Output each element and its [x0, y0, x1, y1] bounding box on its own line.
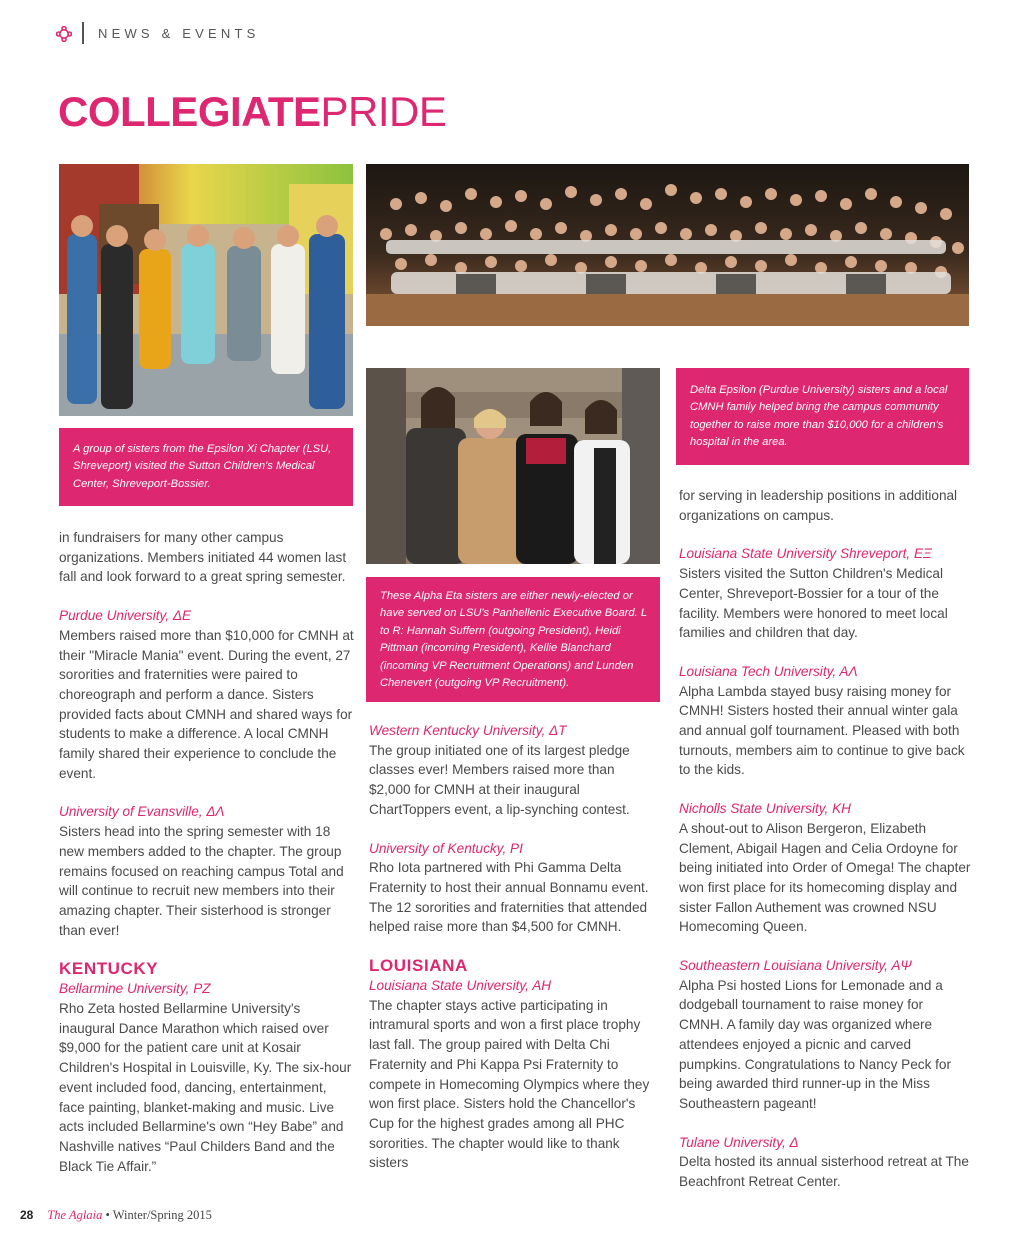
caption-right-text: Delta Epsilon (Purdue University) sisters and a local CMNH family helped bring the campus community together to raise more than $10,000 for a children's hospital in the area.	[690, 384, 948, 449]
bellarmine-body: Rho Zeta hosted Bellarmine University's inaugural Dance Marathon which raised over $9,000 for the patient care unit at Kosair Children's Hospital in Louisville, Ky. The six-hour event included food, dancing, entertainment, face painting, blanket-making and music. Live acts included Bellarmine's own “Hey Babe” and Nashville natives “Paul Childers Band and the Black Tie Affair.”	[59, 1001, 352, 1174]
flower-logo-icon	[56, 26, 72, 42]
header-divider	[82, 22, 84, 44]
caption-right	[676, 368, 969, 465]
lsus-body: Sisters visited the Sutton Children's Medical Center, Shreveport-Bossier for a tour of the facility. Members were honored to meet local families and children that day.	[679, 566, 948, 641]
nicholls-heading: Nicholls State University, KH	[679, 801, 851, 817]
photo-hospital-visit	[59, 164, 353, 416]
uk-heading: University of Kentucky, PI	[369, 840, 523, 856]
latech-heading: Louisiana Tech University, AΛ	[679, 663, 858, 679]
purdue-heading: Purdue University, ΔE	[59, 608, 192, 624]
col1-intro: in fundraisers for many other campus organizations. Members initiated 44 women last fall and look forward to a great spring semester.	[59, 530, 347, 585]
caption-left	[59, 428, 353, 506]
bellarmine-heading: Bellarmine University, PZ	[59, 981, 211, 997]
photo-alpha-eta-sisters	[366, 368, 660, 564]
state-heading-louisiana: LOUISIANA	[369, 956, 468, 976]
lsu-body: The chapter stays active participating in intramural sports and won a first place trophy last fall. The group paired with Delta Chi Fraternity and Phi Kappa Psi Fraternity to compete in Homecoming Olympics where they won first place. Sisters hold the Chancellor's Cup for the highest grades among all PHC sororities. The chapter would like to thank sisters	[369, 997, 650, 1171]
lsu-heading: Louisiana State University, AH	[369, 978, 552, 994]
uk-body: Rho Iota partnered with Phi Gamma Delta Fraternity to host their annual Bonnamu event. The 12 sororities and fraternities that attended helped raise more than $4,500 for CMNH.	[369, 860, 649, 935]
tulane-body: Delta hosted its annual sisterhood retreat at The Beachfront Retreat Center.	[679, 1154, 969, 1190]
nicholls-body: A shout-out to Alison Bergeron, Elizabeth Clement, Abigail Hagen and Celia Ordoyne for being initiated into Order of Omega! The chapter won first place for its homecoming display and sister Fallon Authement was crowned NSU Homecoming Queen.	[679, 820, 971, 935]
evansville-body: Sisters head into the spring semester with 18 new members added to the chapter. The group remains focused on reaching campus Total and will continue to recruit new members into their amazing chapter. Their sisterhood is stronger than ever!	[59, 824, 344, 938]
page-title	[58, 88, 446, 136]
latech-body: Alpha Lambda stayed busy raising money for CMNH! Sisters hosted their annual winter gala and annual golf tournament. Pleased with both turnouts, members aim to continue to give back to the kids.	[679, 683, 965, 778]
wku-body: The group initiated one of its largest pledge classes ever! Members raised more than $2,000 for CMNH at their inaugural ChartToppers event, a lip-synching contest.	[369, 742, 630, 817]
title-light: PRIDE	[320, 88, 447, 135]
purdue-body: Members raised more than $10,000 for CMNH at their "Miracle Mania" event. During the event, 27 sororities and fraternities were paired to choreograph and perform a dance. Sisters provided facts about CMNH and shared ways for students to make a difference. A local CMNH family shared their experience to conclude the event.	[59, 627, 354, 781]
sela-body: Alpha Psi hosted Lions for Lemonade and a dodgeball tournament to raise money for CMNH. A family day was organized where attendees enjoyed a picnic and carved pumpkins. Congratulations to Nancy Peck for being awarded third runner-up in the Miss Southeastern pageant!	[679, 977, 952, 1111]
magazine-name: The Aglaia	[47, 1208, 103, 1222]
col3-intro: for serving in leadership positions in additional organizations on campus.	[679, 488, 958, 523]
caption-middle	[366, 577, 660, 702]
sela-heading: Southeastern Louisiana University, AΨ	[679, 958, 912, 974]
evansville-heading: University of Evansville, ΔΛ	[59, 804, 225, 820]
caption-middle-text: These Alpha Eta sisters are either newly-elected or have served on LSU's Panhellenic Executive Board. L to R: Hannah Suffern (outgoing President), Heidi Pittman (incoming President), Kellie Blanchard (incoming VP Recruitment Operations) and Lunden Chenevert (outgoing VP Recruitment).	[380, 590, 647, 690]
lsus-heading: Louisiana State University Shreveport, EΞ	[679, 546, 932, 562]
column-1	[59, 528, 355, 1176]
caption-left-text: A group of sisters from the Epsilon Xi Chapter (LSU, Shreveport) visited the Sutton Children's Medical Center, Shreveport-Bossier.	[73, 443, 332, 490]
tulane-heading: Tulane University, Δ	[679, 1134, 799, 1150]
footer-separator: •	[102, 1208, 113, 1222]
section-label: NEWS & EVENTS	[98, 26, 260, 41]
state-heading-kentucky: KENTUCKY	[59, 959, 159, 979]
page-footer	[20, 1208, 212, 1223]
page-number: 28	[20, 1208, 34, 1222]
photo-stage-group	[366, 164, 969, 326]
column-2	[369, 721, 659, 1173]
title-bold: COLLEGIATE	[58, 88, 321, 135]
issue-date: Winter/Spring 2015	[112, 1208, 212, 1222]
wku-heading: Western Kentucky University, ΔT	[369, 723, 567, 738]
column-3	[679, 486, 971, 1192]
